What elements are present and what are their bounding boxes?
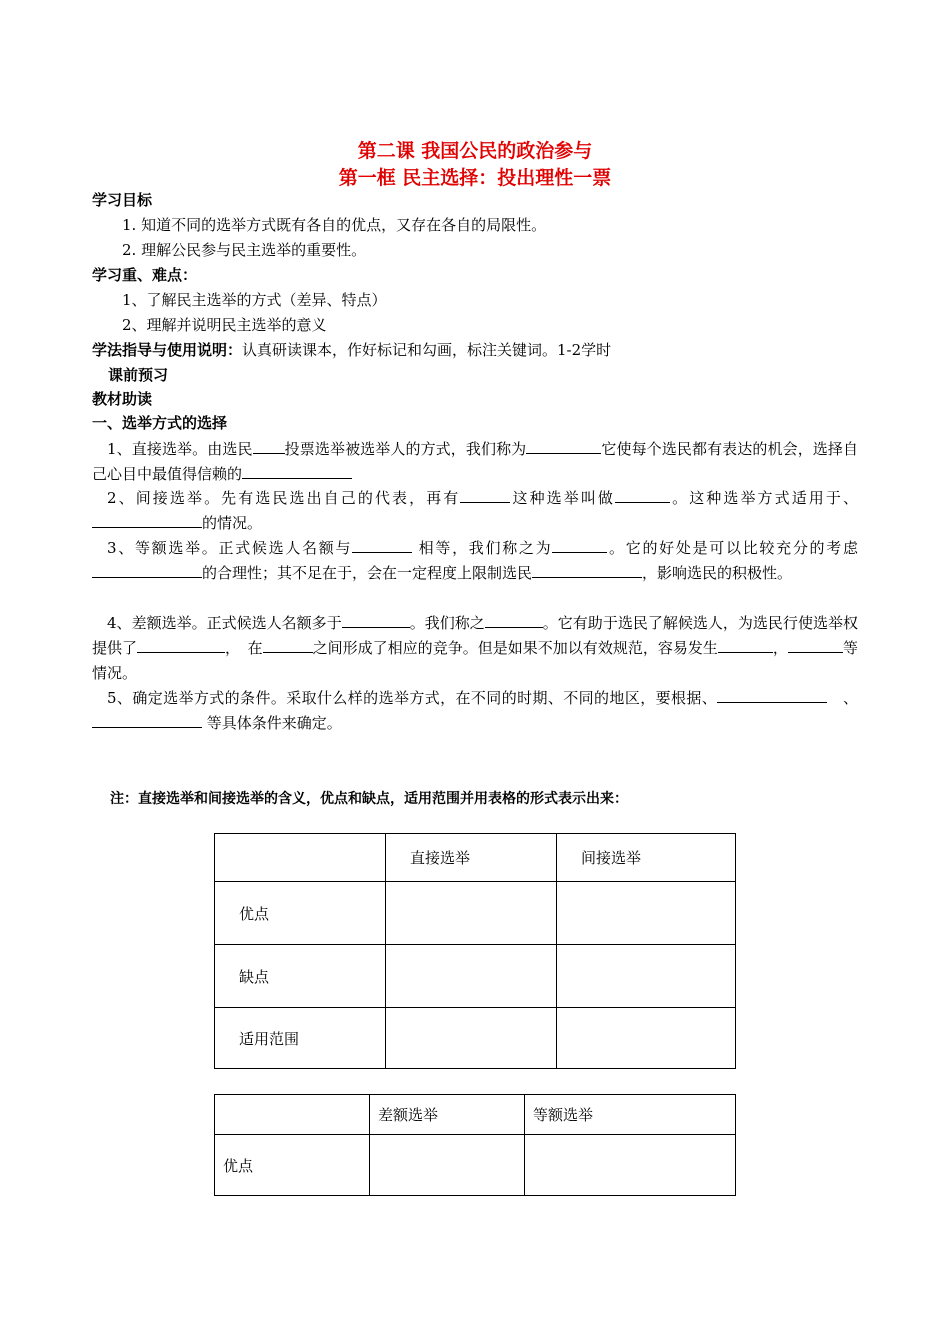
table-cell[interactable] [386, 1008, 557, 1069]
frame-title: 第一框 民主选择：投出理性一票 [338, 167, 612, 189]
blank[interactable] [263, 636, 313, 653]
comparison-table-direct-indirect [214, 833, 736, 1069]
table-row-label: 优点 [215, 882, 386, 945]
table-cell[interactable] [386, 945, 557, 1008]
key-point-item: 2、理解并说明民主选举的意义 [122, 316, 327, 334]
blank[interactable] [526, 437, 601, 454]
blank[interactable] [460, 486, 510, 503]
table-cell[interactable] [386, 882, 557, 945]
blank[interactable] [253, 437, 285, 454]
method-label: 学法指导与使用说明： [92, 341, 243, 359]
table-header: 差额选举 [370, 1095, 525, 1135]
table-cell[interactable] [557, 882, 736, 945]
objective-item: 2. 理解公民参与民主选举的重要性。 [122, 241, 367, 259]
table-row-label: 优点 [215, 1135, 370, 1196]
reading-heading: 教材助读 [92, 390, 153, 408]
table-row-label: 缺点 [215, 945, 386, 1008]
blank[interactable] [92, 711, 202, 728]
paragraph-direct-election: 1、直接选举。由选民 投票选举被选举人的方式，我们称为 它使每个选民都有表达的机会，选择自己心目中最值得信赖的 [92, 437, 858, 487]
key-points-heading: 学习重、难点： [92, 266, 198, 284]
blank[interactable] [352, 536, 412, 553]
table-header: 间接选举 [557, 834, 736, 882]
blank[interactable] [532, 561, 642, 578]
paragraph-competitive-election: 4、差额选举。正式候选人名额多于 。我们称之 。它有助于选民了解候选人，为选民行使选举权提供了 ， 在 之间形成了相应的竞争。但是如果不加以有效规范，容易发生 ， 等情况。 [92, 611, 858, 686]
preview-heading: 课前预习 [108, 366, 169, 384]
blank[interactable] [342, 611, 410, 628]
blank[interactable] [92, 561, 202, 578]
blank[interactable] [615, 486, 670, 503]
lesson-title: 第二课 我国公民的政治参与 [357, 140, 593, 162]
blank[interactable] [137, 636, 225, 653]
table-cell[interactable] [525, 1135, 736, 1196]
comparison-table-competitive-equal [214, 1094, 736, 1196]
objective-item: 1. 知道不同的选举方式既有各自的优点，又存在各自的局限性。 [122, 216, 547, 234]
method-line [92, 338, 611, 362]
objectives-heading: 学习目标 [92, 191, 153, 209]
method-text: 认真研读课本，作好标记和勾画，标注关键词。1-2学时 [242, 341, 612, 359]
blank[interactable] [717, 686, 827, 703]
blank[interactable] [92, 511, 202, 528]
blank[interactable] [718, 636, 773, 653]
section-heading: 一、选举方式的选择 [92, 414, 228, 432]
paragraph-equal-election: 3、等额选举。正式候选人名额与 相等，我们称之为 。它的好处是可以比较充分的考虑的合理性；其不足在于，会在一定程度上限制选民 ，影响选民的积极性。 [92, 536, 858, 586]
table-cell[interactable] [557, 1008, 736, 1069]
table-header: 直接选举 [386, 834, 557, 882]
table-header: 等额选举 [525, 1095, 736, 1135]
blank[interactable] [788, 636, 843, 653]
note: 注：直接选举和间接选举的含义，优点和缺点，适用范围并用表格的形式表示出来： [110, 791, 628, 807]
table-row-label: 适用范围 [215, 1008, 386, 1069]
blank[interactable] [552, 536, 607, 553]
table-cell[interactable] [370, 1135, 525, 1196]
key-point-item: 1、了解民主选举的方式（差异、特点） [122, 291, 387, 309]
blank[interactable] [242, 462, 352, 479]
blank[interactable] [485, 611, 543, 628]
paragraph-indirect-election: 2、间接选举。先有选民选出自己的代表，再有 这种选举叫做 。这种选举方式适用于、的情况。 [92, 486, 858, 536]
table-cell[interactable] [557, 945, 736, 1008]
paragraph-conditions: 5、确定选举方式的条件。采取什么样的选举方式，在不同的时期、不同的地区，要根据、 、 等具体条件来确定。 [92, 686, 858, 736]
